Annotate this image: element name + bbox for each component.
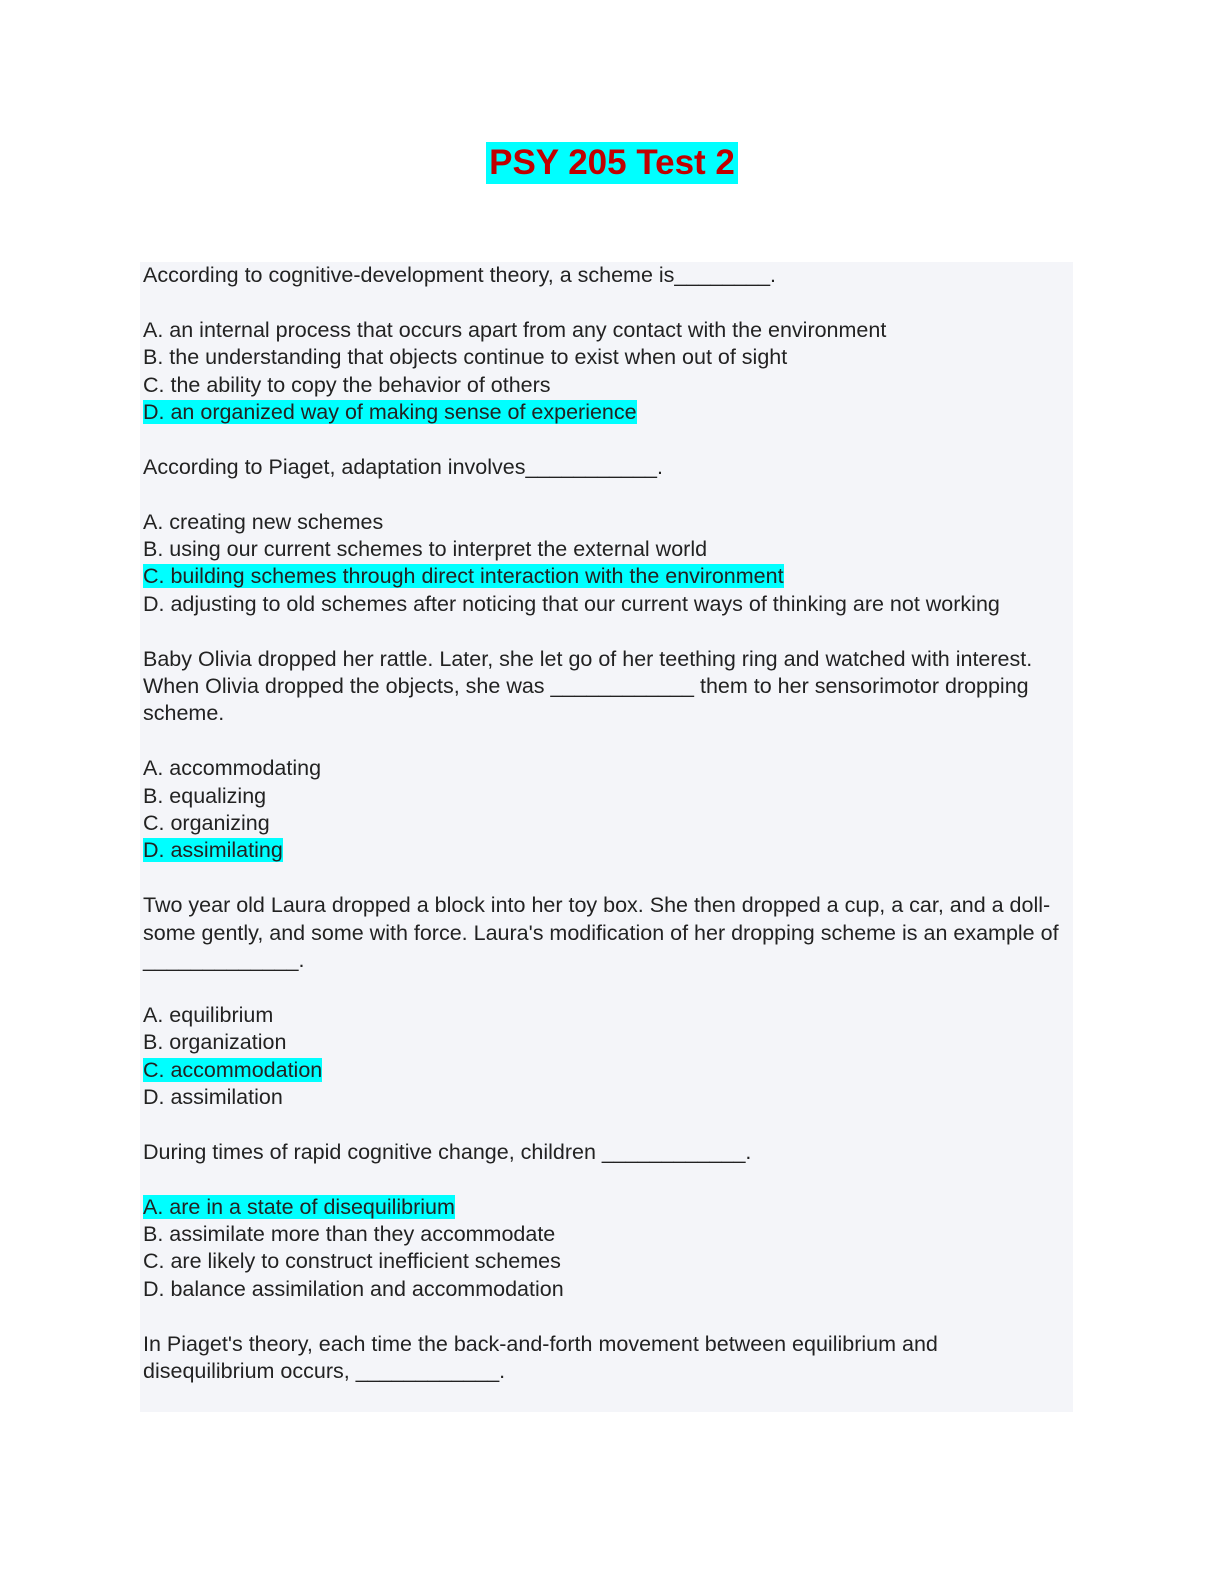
option-c (143, 1248, 1068, 1275)
question-text: According to Piaget, adaptation involves___________. (143, 454, 663, 479)
option-list (143, 1002, 1068, 1112)
option-b (143, 344, 1068, 371)
option-d (143, 591, 1068, 618)
question-6 (143, 1331, 1068, 1386)
option-b (143, 783, 1068, 810)
option-label-highlighted: C. accommodation (143, 1057, 323, 1082)
option-list (143, 1194, 1068, 1304)
question-list (143, 262, 1068, 1386)
question-text: Baby Olivia dropped her rattle. Later, she let go of her teething ring and watched with interest. When Olivia dropped the objects, she was ____________ them to her sensorimotor dropping scheme. (143, 646, 1033, 726)
question-3 (143, 646, 1068, 865)
question-text: According to cognitive-development theory, a scheme is________. (143, 263, 777, 287)
option-d (143, 1276, 1068, 1303)
option-a-answer (143, 1194, 1068, 1221)
question-text: During times of rapid cognitive change, children ____________. (143, 1139, 752, 1164)
option-label: D. assimilation (143, 1085, 283, 1110)
option-label: C. organizing (143, 811, 270, 836)
option-label-highlighted: D. an organized way of making sense of experience (143, 400, 637, 425)
document-title: PSY 205 Test 2 (486, 142, 738, 184)
option-label: B. the understanding that objects continue to exist when out of sight (143, 345, 788, 370)
option-label: D. adjusting to old schemes after noticing that our current ways of thinking are not working (143, 591, 1000, 616)
option-list (143, 317, 1068, 427)
question-5 (143, 1139, 1068, 1303)
option-d-answer (143, 399, 1068, 426)
question-2 (143, 454, 1068, 618)
option-label: D. balance assimilation and accommodation (143, 1276, 564, 1301)
option-list (143, 509, 1068, 619)
question-4 (143, 892, 1068, 1111)
option-a (143, 755, 1068, 782)
option-label: B. using our current schemes to interpret the external world (143, 537, 708, 562)
option-list (143, 755, 1068, 865)
option-label: B. assimilate more than they accommodate (143, 1222, 556, 1247)
title-container (0, 142, 1224, 184)
option-label-highlighted: C. building schemes through direct interaction with the environment (143, 564, 784, 589)
option-c (143, 810, 1068, 837)
option-a (143, 509, 1068, 536)
option-label: A. equilibrium (143, 1002, 274, 1027)
option-b (143, 1221, 1068, 1248)
question-text: In Piaget's theory, each time the back-and-forth movement between equilibrium and disequilibrium occurs, ____________. (143, 1331, 938, 1384)
question-1 (143, 262, 1068, 426)
option-c-answer (143, 563, 1068, 590)
option-label-highlighted: A. are in a state of disequilibrium (143, 1194, 455, 1219)
option-label: B. equalizing (143, 783, 267, 808)
question-text: Two year old Laura dropped a block into her toy box. She then dropped a cup, a car, and a doll-some gently, and some with force. Laura's modification of her dropping scheme is an example of _____________. (143, 893, 1059, 973)
option-label: C. are likely to construct inefficient schemes (143, 1249, 561, 1274)
option-c (143, 372, 1068, 399)
option-d-answer (143, 837, 1068, 864)
option-label-highlighted: D. assimilating (143, 838, 283, 863)
option-label: A. creating new schemes (143, 509, 384, 534)
option-label: B. organization (143, 1030, 287, 1055)
option-c-answer (143, 1057, 1068, 1084)
option-a (143, 317, 1068, 344)
option-b (143, 1029, 1068, 1056)
option-d (143, 1084, 1068, 1111)
option-label: C. the ability to copy the behavior of others (143, 372, 551, 397)
option-b (143, 536, 1068, 563)
option-label: A. an internal process that occurs apart from any contact with the environment (143, 317, 887, 342)
option-label: A. accommodating (143, 756, 322, 781)
option-a (143, 1002, 1068, 1029)
